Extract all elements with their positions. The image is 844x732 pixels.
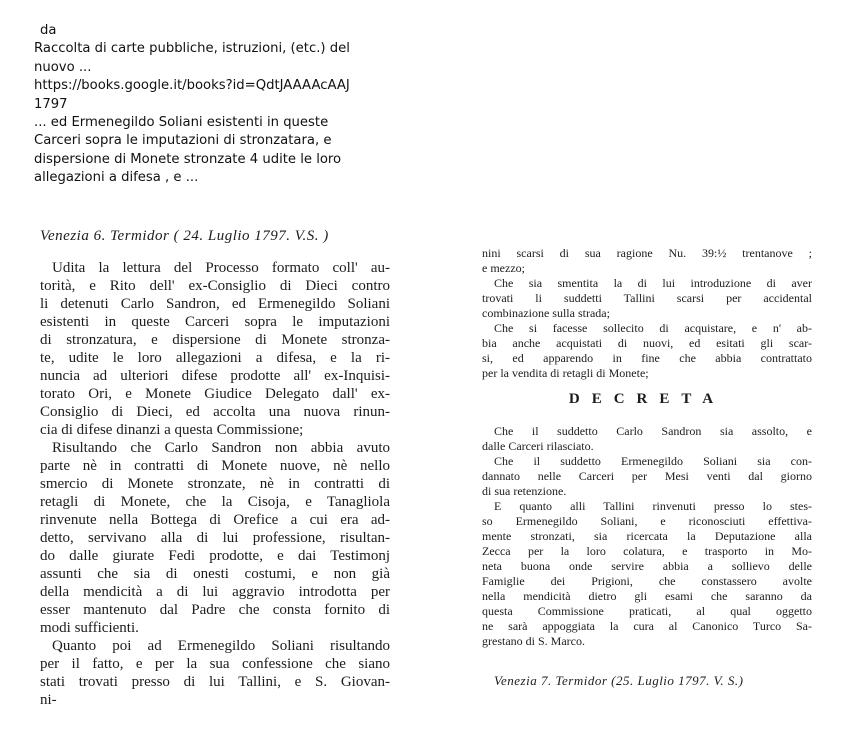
text-line: cia di difese dinanzi a questa Commissione; bbox=[40, 422, 304, 438]
text-line: Quanto poi ad Ermenegildo Soliani risultando bbox=[52, 638, 390, 654]
text-line: rinvenute nella Bottega di Orefice a cui era ad- bbox=[40, 512, 390, 528]
note-line: nuovo ... bbox=[34, 59, 92, 75]
right-page bbox=[482, 246, 812, 689]
text-line: esistenti in queste Carceri sopra le imputazioni bbox=[40, 314, 390, 330]
text-line: grestano di S. Marco. bbox=[482, 634, 585, 648]
text-line: di stronzatura, e dispersione di Monete stronza- bbox=[40, 332, 390, 348]
text-line: della mendicità a di lui aggravio introdotta per bbox=[40, 584, 390, 600]
text-line: Consiglio di Dieci, ed accolta una nuova rinun- bbox=[40, 404, 390, 420]
note-line: allegazioni a difesa , e ... bbox=[34, 170, 199, 186]
note-line: Raccolta di carte pubbliche, istruzioni, (etc.) del bbox=[34, 41, 350, 57]
source-note bbox=[34, 22, 394, 188]
text-line: torato Ori, e Monete Giudice Delegato dall' ex- bbox=[40, 386, 390, 402]
text-line: si, ed apparendo in fine che abbia contrattato bbox=[482, 351, 812, 365]
text-line: stati trovati presso di lui Tallini, e S. Giovan- bbox=[40, 674, 390, 690]
left-dateline: Venezia 6. Termidor ( 24. Luglio 1797. V.S. ) bbox=[40, 228, 329, 244]
text-line: trovati li suddetti Tallini scarsi per accidental bbox=[482, 291, 812, 305]
text-line: ni- bbox=[40, 692, 57, 708]
text-line: retagli di Monete, che la Cisoja, e Tanagliola bbox=[40, 494, 390, 510]
text-line: assunti che sia di onesti costumi, e non già bbox=[40, 566, 390, 582]
note-line: 1797 bbox=[34, 96, 68, 112]
text-line: Che il suddetto Ermenegildo Soliani sia con- bbox=[494, 454, 812, 468]
text-line: li detenuti Carlo Sandron, ed Ermenegildo Soliani bbox=[40, 296, 390, 312]
text-line: nini scarsi di sua ragione Nu. 39:½ trentanove ; bbox=[482, 246, 812, 260]
text-line: parte nè in contratti di Monete nuove, nè nello bbox=[40, 458, 390, 474]
text-line: per la vendita di retagli di Monete; bbox=[482, 366, 649, 380]
text-line: dalle Carceri rilasciato. bbox=[482, 439, 594, 453]
text-line: questa Commissione praticati, al qual oggetto bbox=[482, 604, 812, 618]
text-line: torità, e Rito dell' ex-Consiglio di Dieci contro bbox=[40, 278, 390, 294]
text-line: bia anche acquistati di nuovi, ed esitati gli scar- bbox=[482, 336, 812, 350]
text-line: per il fatto, e per la sua confessione che siano bbox=[40, 656, 390, 672]
text-line: Che il suddetto Carlo Sandron sia assolto, e bbox=[494, 424, 812, 438]
text-line: smercio di Monete stronzate, nè in contratti di bbox=[40, 476, 390, 492]
text-line: Che sia smentita la di lui introduzione di aver bbox=[494, 276, 812, 290]
right-body-bottom bbox=[482, 424, 812, 649]
text-line: detto, servivano alla di lui professione, risultan- bbox=[40, 530, 390, 546]
text-line: di sua retenzione. bbox=[482, 484, 567, 498]
text-line: nella mendicità dietro gli esami che saranno da bbox=[482, 589, 812, 603]
text-line: modi sufficienti. bbox=[40, 620, 139, 636]
text-line: do dalle giurate Fedi prodotte, e dai Testimonj bbox=[40, 548, 390, 564]
text-line: combinazione sulla strada; bbox=[482, 306, 610, 320]
text-line: Che si facesse sollecito di acquistare, e n' ab- bbox=[494, 321, 812, 335]
note-line: dispersione di Monete stronzate 4 udite le loro bbox=[34, 151, 342, 167]
note-line: da bbox=[40, 23, 57, 38]
decreta-heading: DECRETA bbox=[568, 391, 726, 407]
text-line: Udita la lettura del Processo formato coll' au- bbox=[52, 260, 390, 276]
text-line: nuncia ad ulteriori difese prodotte all' ex-Inquisi- bbox=[40, 368, 390, 384]
text-line: dannato nelle Carceri per Mesi venti dal giorno bbox=[482, 469, 812, 483]
text-line: so Ermenegildo Soliani, e riconosciuti effettiva- bbox=[482, 514, 812, 528]
text-line: esser mantenuto dal Padre che consta fornito di bbox=[40, 602, 390, 618]
note-line: ... ed Ermenegildo Soliani esistenti in queste bbox=[34, 115, 329, 131]
text-line: e mezzo; bbox=[482, 261, 525, 275]
right-dateline: Venezia 7. Termidor (25. Luglio 1797. V. S.) bbox=[494, 673, 744, 688]
note-line: https://books.google.it/books?id=QdtJAAAAcAAJ bbox=[34, 78, 350, 94]
text-line: Zecca per la loro colatura, e trasporto in Mo- bbox=[482, 544, 812, 558]
note-line: Carceri sopra le imputazioni di stronzatara, e bbox=[34, 133, 332, 149]
text-line: mente stronzati, sia ricercata la Deputazione alla bbox=[482, 529, 812, 543]
text-line: Famiglie dei Prigioni, che constassero avolte bbox=[482, 574, 812, 588]
text-line: E quanto alli Tallini rinvenuti presso lo stes- bbox=[494, 499, 812, 513]
text-line: te, udite le loro allegazioni a difesa, e la ri- bbox=[40, 350, 390, 366]
left-body bbox=[40, 259, 390, 709]
right-body-top bbox=[482, 246, 812, 381]
text-line: neta buona onde servire abbia a sollievo delle bbox=[482, 559, 812, 573]
text-line: Risultando che Carlo Sandron non abbia avuto bbox=[52, 440, 390, 456]
text-line: ne sarà appoggiata la cura al Canonico Turco Sa- bbox=[482, 619, 812, 633]
left-page bbox=[40, 228, 390, 709]
